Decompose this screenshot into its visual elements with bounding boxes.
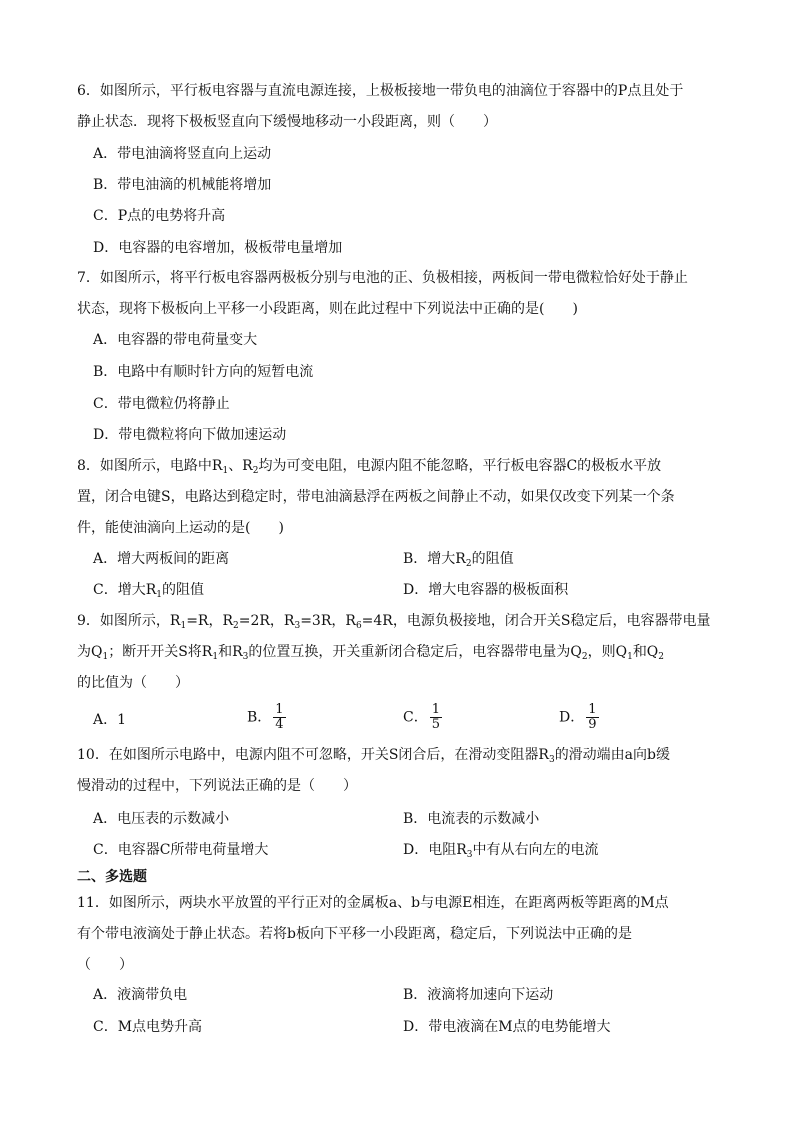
q9-option-c: C． $\frac{1}{5}$ (403, 702, 440, 732)
question-11-stem-line-1: 11．如图所示，两块水平放置的平行正对的金属板a、b与电源E相连，在距离两板等距离的M点 (77, 895, 669, 911)
question-8 (77, 451, 722, 544)
question-7-stem-line-1: 7．如图所示，将平行板电容器两极板分别与电池的正、负极相接，两板间一带电微粒恰好处于静止 (77, 270, 688, 286)
question-10-stem-line-2: 慢滑动的过程中，下列说法正确的是（ ） (77, 778, 357, 794)
question-7 (77, 263, 722, 325)
q10-option-b: B．电流表的示数减小 (403, 811, 540, 827)
q11-option-d: D．带电液滴在M点的电势能增大 (403, 1019, 611, 1035)
q6-option-b: B．带电油滴的机械能将增加 (93, 177, 272, 193)
q9-option-a: A．1 (93, 712, 127, 728)
q8-option-c: C．增大$R_1$的阻值 (93, 582, 204, 600)
section-heading: 二、多选题 (77, 869, 147, 885)
q7-option-c: C．带电微粒仍将静止 (93, 396, 230, 412)
q7-option-a: A．电容器的带电荷量变大 (93, 332, 258, 348)
question-9-stem-line-1: 9．如图所示，$R_1=R$，$R_2=2R$，$R_3=3R$，$R_6=4R$，电源负极接地，闭合开关S稳定后，电容器带电量 (77, 613, 711, 631)
q7-option-d: D．带电微粒将向下做加速运动 (93, 427, 287, 443)
q6-option-d: D．电容器的电容增加，极板带电量增加 (93, 240, 343, 256)
q10-option-a: A．电压表的示数减小 (93, 811, 230, 827)
question-8-stem-line-3: 件，能使油滴向上运动的是( ) (77, 520, 284, 536)
q9-option-d: D． $\frac{1}{9}$ (559, 702, 597, 732)
q11-option-a: A．液滴带负电 (93, 987, 188, 1003)
question-8-stem-line-2: 置，闭合电键S，电路达到稳定时，带电油滴悬浮在两板之间静止不动，如果仅改变下列某一个条 (77, 489, 675, 505)
question-11-stem-line-2: 有个带电液滴处于静止状态。若将b板向下平移一小段距离，稳定后，下列说法中正确的是 (77, 926, 632, 942)
question-6-stem-line-2: 静止状态．现将下极板竖直向下缓慢地移动一小段距离，则（ ） (77, 114, 497, 130)
question-10 (77, 740, 722, 802)
q8-option-b: B．增大$R_2$的阻值 (403, 551, 514, 569)
question-11-stem-line-3: （ ） (77, 957, 133, 973)
q10-option-d: D．电阻$R_3$中有从右向左的电流 (403, 842, 599, 860)
question-9 (77, 606, 722, 699)
question-7-stem-line-2: 状态，现将下极板向上平移一小段距离，则在此过程中下列说法中正确的是( ) (77, 301, 578, 317)
question-6-stem-line-1: 6．如图所示，平行板电容器与直流电源连接，上极板接地一带负电的油滴位于容器中的P点且处于 (77, 83, 684, 99)
question-10-stem-line-1: 10．在如图所示电路中，电源内阻不可忽略，开关S闭合后，在滑动变阻器$R_3$的滑动端由a向b缓 (77, 747, 670, 765)
question-9-stem-line-2: 为$Q_1$；断开开关S将$R_1$和$R_3$的位置互换，开关重新闭合稳定后，电容器带电量为$Q_2$，则$Q_1$和$Q_2$ (77, 644, 665, 662)
question-8-stem-line-1: 8．如图所示，电路中$R_1$、$R_2$均为可变电阻，电源内阻不能忽略，平行板电容器C的极板水平放 (77, 458, 662, 476)
question-6 (77, 76, 722, 138)
q6-option-c: C．P点的电势将升高 (93, 208, 226, 224)
q6-option-a: A．带电油滴将竖直向上运动 (93, 146, 272, 162)
q8-option-a: A．增大两板间的距离 (93, 551, 230, 567)
q11-option-b: B．液滴将加速向下运动 (403, 987, 554, 1003)
question-9-stem-line-3: 的比值为（ ） (77, 675, 189, 691)
fraction: $\frac{1}{9}$ (588, 702, 597, 732)
q9-option-b: B． $\frac{1}{4}$ (247, 702, 284, 732)
question-11 (77, 888, 722, 981)
q11-option-c: C．M点电势升高 (93, 1019, 203, 1035)
q8-option-d: D．增大电容器的极板面积 (403, 582, 569, 598)
fraction: $\frac{1}{5}$ (431, 702, 440, 732)
fraction: $\frac{1}{4}$ (275, 702, 284, 732)
q7-option-b: B．电路中有顺时针方向的短暂电流 (93, 364, 314, 380)
q10-option-c: C．电容器C所带电荷量增大 (93, 842, 269, 858)
